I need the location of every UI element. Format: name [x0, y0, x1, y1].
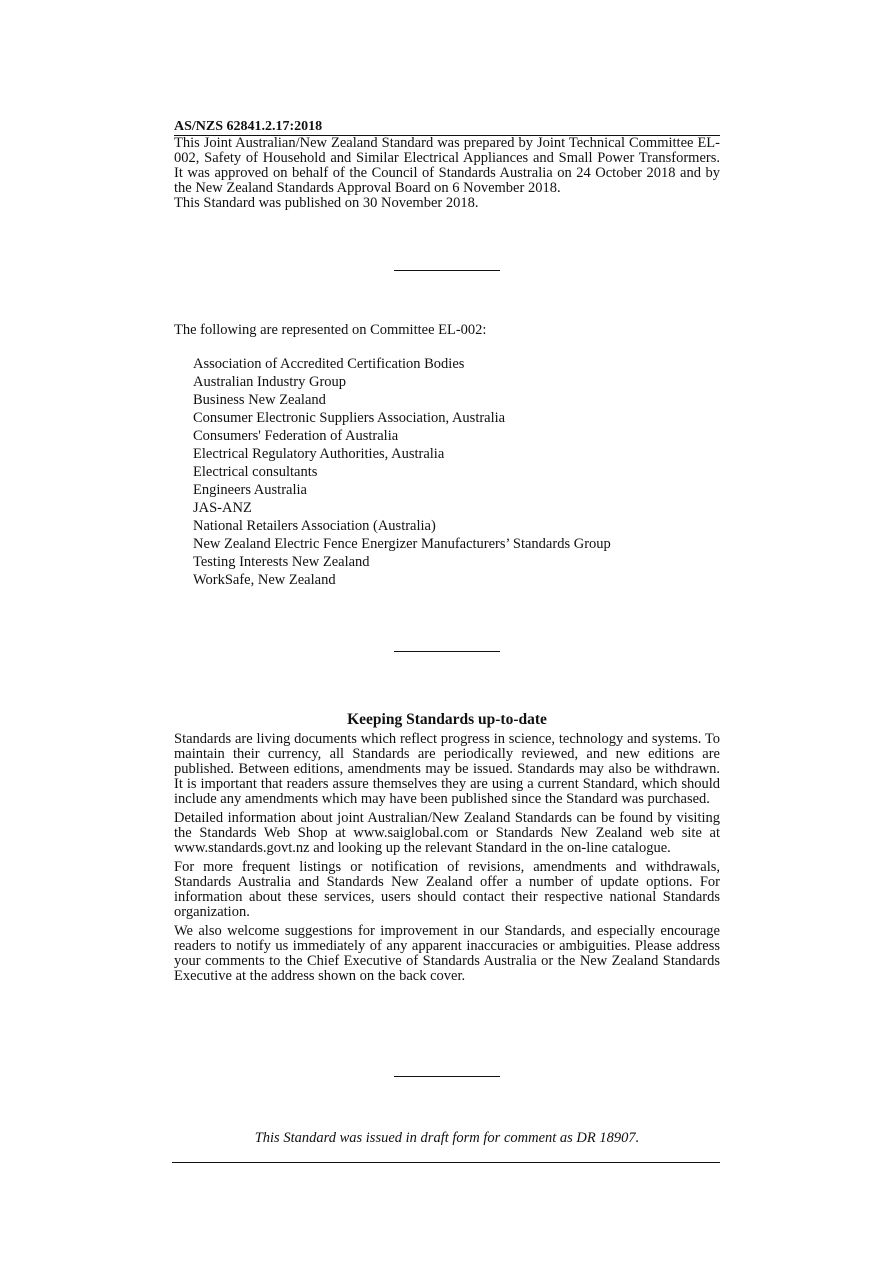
committee-member: Consumer Electronic Suppliers Association, Australia: [193, 410, 506, 426]
keeping-up-to-date-body: [174, 732, 720, 988]
preparation-statement: [174, 136, 720, 211]
body-paragraph: We also welcome suggestions for improvement in our Standards, and especially encourage readers to notify us immediately of any apparent inaccuracies or ambiguities. Please address your comments to the Chief Executive of Standards Australia or the New Zealand Standards Executive at the address shown on the back cover.: [174, 923, 720, 984]
standard-identifier: AS/NZS 62841.2.17:2018: [174, 119, 720, 136]
document-page: [174, 0, 720, 1263]
draft-note: This Standard was issued in draft form for comment as DR 18907.: [254, 1130, 640, 1146]
body-paragraph: Detailed information about joint Australian/New Zealand Standards can be found by visiting the Standards Web Shop at www.saiglobal.com or Standards New Zealand web site at www.standards.govt.nz and looking up the relevant Standard in the on-line catalogue.: [174, 810, 720, 856]
committee-member: Australian Industry Group: [193, 374, 347, 390]
preparation-paragraph: This Joint Australian/New Zealand Standard was prepared by Joint Technical Committee EL-002, Safety of Household and Similar Electrical Appliances and Small Power Transformers. It was approved on behalf of the Council of Standards Australia on 24 October 2018 and by the New Zealand Standards Approval Board on 6 November 2018.: [174, 135, 720, 196]
committee-member: Electrical consultants: [193, 464, 318, 480]
committee-member: Testing Interests New Zealand: [193, 554, 370, 570]
committee-member: WorkSafe, New Zealand: [193, 572, 336, 588]
section-divider: [394, 270, 500, 271]
footer-rule: [172, 1162, 720, 1163]
keeping-up-to-date-heading: Keeping Standards up-to-date: [347, 711, 547, 728]
committee-member: Engineers Australia: [193, 482, 307, 498]
section-divider: [394, 651, 500, 652]
committee-member: Consumers' Federation of Australia: [193, 428, 399, 444]
committee-member-list: [193, 355, 611, 589]
committee-member: National Retailers Association (Australia): [193, 518, 436, 534]
committee-member: Association of Accredited Certification Bodies: [193, 356, 465, 372]
committee-intro: The following are represented on Committee EL-002:: [174, 322, 487, 338]
committee-member: New Zealand Electric Fence Energizer Manufacturers’ Standards Group: [193, 536, 611, 552]
body-paragraph: Standards are living documents which reflect progress in science, technology and systems. To maintain their currency, all Standards are periodically reviewed, and new editions are published. Between editions, amendments may be issued. Standards may also be withdrawn. It is important that readers assure themselves they are using a current Standard, which should include any amendments which may have been published since the Standard was purchased.: [174, 731, 720, 807]
publication-date-paragraph: This Standard was published on 30 November 2018.: [174, 195, 479, 211]
committee-member: JAS-ANZ: [193, 500, 252, 516]
body-paragraph: For more frequent listings or notification of revisions, amendments and withdrawals, Standards Australia and Standards New Zealand offer a number of update options. For information about these services, users should contact their respective national Standards organization.: [174, 859, 720, 920]
section-divider: [394, 1076, 500, 1077]
committee-member: Business New Zealand: [193, 392, 326, 408]
committee-member: Electrical Regulatory Authorities, Australia: [193, 446, 445, 462]
